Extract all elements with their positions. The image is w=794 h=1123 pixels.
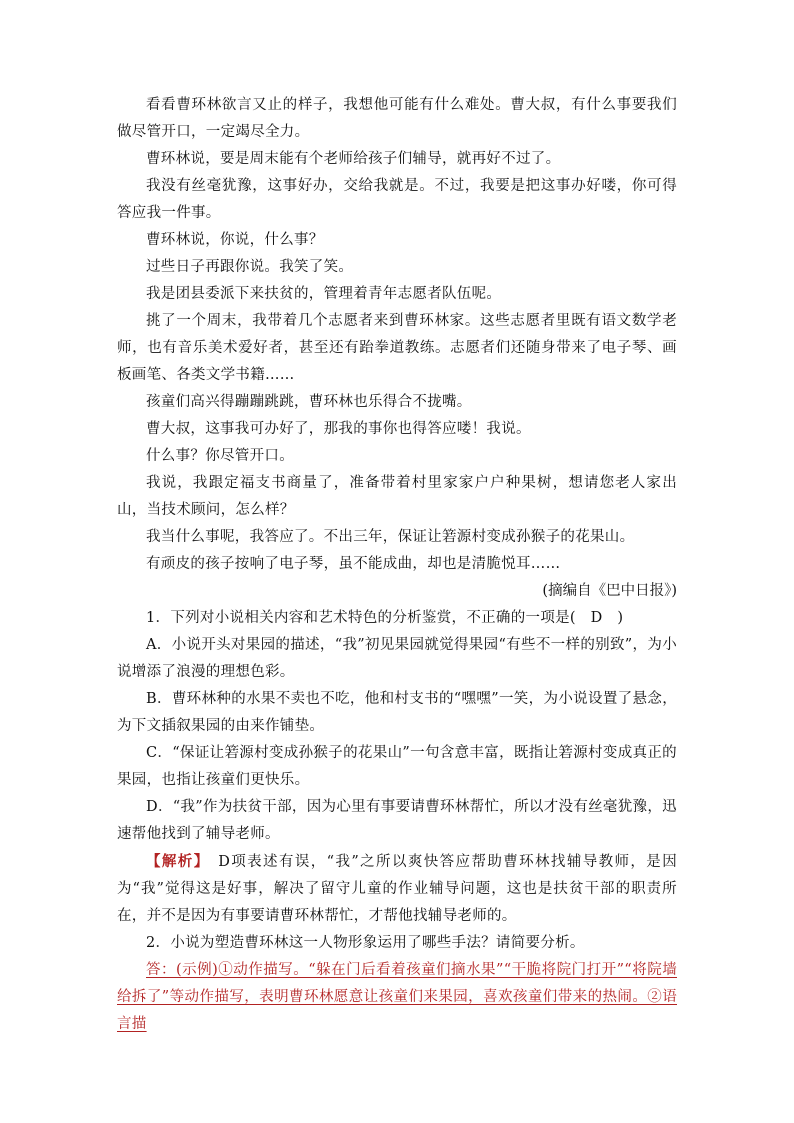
- option-b: B．曹环林种的水果不卖也不吃，他和村支书的“嘿嘿”一笑，为小说设置了悬念，为下文插叙果园的由来作铺垫。: [117, 691, 677, 734]
- document-page: [117, 92, 677, 1038]
- story-paragraph: 有顽皮的孩子按响了电子琴，虽不能成曲，却也是清脆悦耳……: [146, 556, 561, 572]
- story-paragraph: 曹环林说，你说，什么事？: [146, 232, 324, 248]
- story-paragraph: 我当什么事呢，我答应了。不出三年，保证让箬源村变成孙猴子的花果山。: [146, 529, 635, 545]
- option-a: A．小说开头对果园的描述，“我”初见果园就觉得果园“有些不一样的别致”，为小说增添了浪漫的理想色彩。: [117, 637, 677, 680]
- analysis-paragraph: [117, 848, 677, 930]
- story-paragraph: 我没有丝毫犹豫，这事好办，交给我就是。不过，我要是把这事办好喽，你可得答应我一件事。: [117, 178, 677, 221]
- story-paragraph: 挑了一个周末，我带着几个志愿者来到曹环林家。这些志愿者里既有语文数学老师，也有音乐美术爱好者，甚至还有跆拳道教练。志愿者们还随身带来了电子琴、画板画笔、各类文学书籍……: [117, 313, 677, 383]
- question-2-answer: 答：(示例)①动作描写。“躲在门后看着孩童们摘水果”“干脆将院门打开”“将院墙给拆了”等动作描写，表明曹环林愿意让孩童们来果园，喜欢孩童们带来的热闹。②语言描: [117, 962, 677, 1032]
- story-paragraph: 什么事？你尽管开口。: [146, 448, 294, 464]
- option-d: D．“我”作为扶贫干部，因为心里有事要请曹环林帮忙，所以才没有丝毫犹豫，迅速帮他找到了辅导老师。: [117, 799, 677, 842]
- story-paragraph: 孩童们高兴得蹦蹦跳跳，曹环林也乐得合不拢嘴。: [146, 394, 472, 410]
- analysis-tag: 【解析】: [146, 853, 203, 870]
- question-1-stem: 1．下列对小说相关内容和艺术特色的分析鉴赏，不正确的一项是( D ): [146, 610, 624, 626]
- analysis-text: D项表述有误，“我”之所以爽快答应帮助曹环林找辅导教师，是因为“我”觉得这是好事，解决了留守儿童的作业辅导问题，这也是扶贫干部的职责所在，并不是因为有事要请曹环林帮忙，才帮他找辅导老师的。: [117, 854, 678, 924]
- source-citation: (摘编自《巴中日报》): [542, 583, 677, 599]
- story-paragraph: 我是团县委派下来扶贫的，管理着青年志愿者队伍呢。: [146, 286, 502, 302]
- question-2-stem: 2．小说为塑造曹环林这一人物形象运用了哪些手法？请简要分析。: [146, 935, 585, 951]
- story-paragraph: 我说，我跟定福支书商量了，准备带着村里家家户户种果树，想请您老人家出山，当技术顾问，怎么样？: [117, 475, 677, 518]
- story-paragraph: 曹大叔，这事我可办好了，那我的事你也得答应喽！我说。: [146, 421, 531, 437]
- option-c: C．“保证让箬源村变成孙猴子的花果山”一句含意丰富，既指让箬源村变成真正的果园，也指让孩童们更快乐。: [117, 745, 677, 788]
- story-paragraph: 曹环林说，要是周末能有个老师给孩子们辅导，就再好不过了。: [146, 151, 561, 167]
- story-paragraph: 看看曹环林欲言又止的样子，我想他可能有什么难处。曹大叔，有什么事要我们做尽管开口，一定竭尽全力。: [117, 97, 677, 140]
- story-paragraph: 过些日子再跟你说。我笑了笑。: [146, 259, 354, 275]
